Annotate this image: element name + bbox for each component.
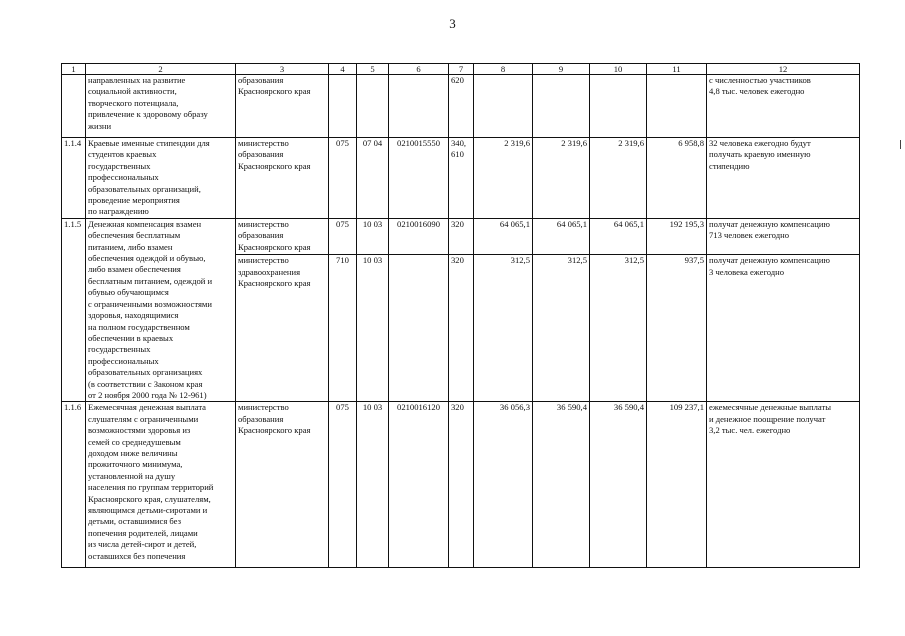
activity-name: Краевые именные стипендии для студентов краевых государственных профессиональных образовательных организаций, проведение мероприятия по награждению	[86, 138, 236, 219]
expected-result: 32 человека ежегодно будут получать краевую именную стипендию	[707, 138, 860, 219]
header-row	[62, 64, 860, 75]
amount-year1: 312,5	[474, 255, 533, 402]
col-header: 12	[707, 64, 860, 75]
activity-name: Ежемесячная денежная выплата слушателям с ограниченными возможностями здоровья из семей со среднедушевым доходом ниже величины прожиточного минимума, установленной на душу населения по группам территорий Красноярского края, слушателям, являющимся детьми-сиротами и детьми, оставшимися без попечения родителей, лицами из числа детей-сирот и детей, оставшихся без попечения	[86, 402, 236, 568]
expense-type: 320	[449, 402, 474, 568]
col-header: 4	[329, 64, 357, 75]
amount-total	[647, 75, 707, 138]
grbs-code: 075	[329, 402, 357, 568]
expected-result: с численностью участников 4,8 тыс. человек ежегодно	[707, 75, 860, 138]
section-code: 10 03	[357, 218, 389, 254]
target-article	[389, 75, 449, 138]
amount-year2	[533, 75, 590, 138]
col-header: 10	[590, 64, 647, 75]
table-row	[62, 402, 860, 568]
table-row	[62, 218, 860, 254]
amount-year3	[590, 75, 647, 138]
amount-year1: 2 319,6	[474, 138, 533, 219]
scan-edge-mark	[900, 140, 901, 149]
amount-year3: 36 590,4	[590, 402, 647, 568]
expected-result: получат денежную компенсацию 3 человека ежегодно	[707, 255, 860, 402]
amount-total: 937,5	[647, 255, 707, 402]
amount-total: 192 195,3	[647, 218, 707, 254]
grbs-code	[329, 75, 357, 138]
amount-year2: 312,5	[533, 255, 590, 402]
col-header: 7	[449, 64, 474, 75]
amount-year2: 36 590,4	[533, 402, 590, 568]
row-number: 1.1.5	[62, 218, 86, 402]
row-number: 1.1.6	[62, 402, 86, 568]
target-article: 0210016090	[389, 218, 449, 254]
page-number: 3	[449, 16, 456, 31]
amount-total: 6 958,8	[647, 138, 707, 219]
amount-total: 109 237,1	[647, 402, 707, 568]
col-header: 5	[357, 64, 389, 75]
amount-year3: 64 065,1	[590, 218, 647, 254]
amount-year1	[474, 75, 533, 138]
activity-name: Денежная компенсация взамен обеспечения бесплатным питанием, либо взамен обеспечения одеждой и обувью, либо взамен обеспечения бесплатным питанием, одеждой и обувью обучающимся с ограниченными возможностями здоровья, находящимися на полном государственном обеспечении в краевых государственных профессиональных образовательных организациях (в соответствии с Законом края от 2 ноября 2000 года № 12-961)	[86, 218, 236, 402]
responsible-org: министерство образования Красноярского края	[236, 138, 329, 219]
section-code: 10 03	[357, 255, 389, 402]
row-number	[62, 75, 86, 138]
amount-year3: 312,5	[590, 255, 647, 402]
program-table	[61, 63, 860, 568]
col-header: 6	[389, 64, 449, 75]
amount-year2: 2 319,6	[533, 138, 590, 219]
row-number: 1.1.4	[62, 138, 86, 219]
grbs-code: 075	[329, 138, 357, 219]
col-header: 2	[86, 64, 236, 75]
responsible-org: образования Красноярского края	[236, 75, 329, 138]
section-code: 07 04	[357, 138, 389, 219]
section-code: 10 03	[357, 402, 389, 568]
col-header: 1	[62, 64, 86, 75]
responsible-org: министерство образования Красноярского края	[236, 218, 329, 254]
amount-year1: 64 065,1	[474, 218, 533, 254]
col-header: 8	[474, 64, 533, 75]
expense-type: 320	[449, 218, 474, 254]
grbs-code: 075	[329, 218, 357, 254]
col-header: 9	[533, 64, 590, 75]
table-row	[62, 75, 860, 138]
expense-type: 320	[449, 255, 474, 402]
section-code	[357, 75, 389, 138]
expense-type: 620	[449, 75, 474, 138]
expected-result: ежемесячные денежные выплаты и денежное поощрение получат 3,2 тыс. чел. ежегодно	[707, 402, 860, 568]
target-article: 0210015550	[389, 138, 449, 219]
col-header: 3	[236, 64, 329, 75]
target-article	[389, 255, 449, 402]
amount-year1: 36 056,3	[474, 402, 533, 568]
col-header: 11	[647, 64, 707, 75]
amount-year3: 2 319,6	[590, 138, 647, 219]
activity-name: направленных на развитие социальной активности, творческого потенциала, привлечение к здоровому образу жизни	[86, 75, 236, 138]
amount-year2: 64 065,1	[533, 218, 590, 254]
grbs-code: 710	[329, 255, 357, 402]
expected-result: получат денежную компенсацию 713 человек ежегодно	[707, 218, 860, 254]
responsible-org: министерство здравоохранения Красноярского края	[236, 255, 329, 402]
expense-type: 340, 610	[449, 138, 474, 219]
target-article: 0210016120	[389, 402, 449, 568]
table-row	[62, 138, 860, 219]
responsible-org: министерство образования Красноярского края	[236, 402, 329, 568]
